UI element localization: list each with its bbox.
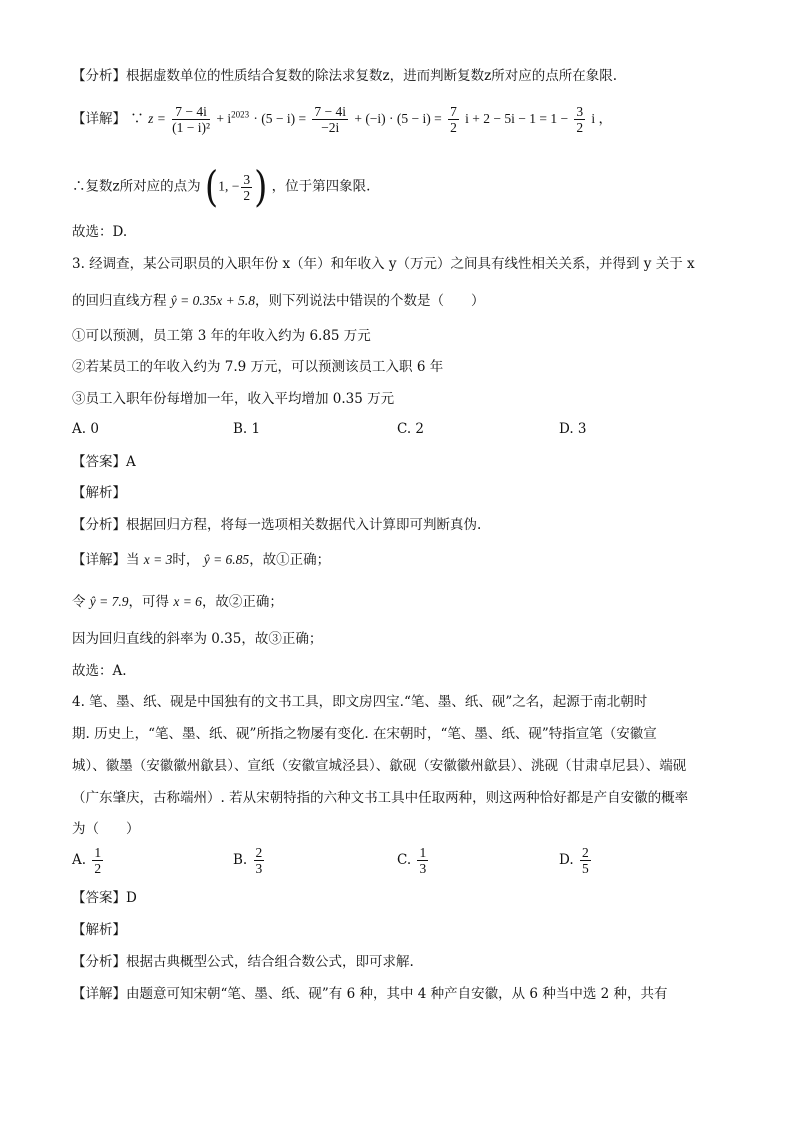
- p2-analysis-text: 根据虚数单位的性质结合复数的除法求复数z，进而判断复数z所对应的点所在象限.: [126, 68, 618, 84]
- p3-option-a: A. 0: [72, 421, 99, 437]
- because-symbol: ∵: [130, 111, 144, 127]
- p3-detail-2: 令 ŷ = 7.9，可得 x = 6，故②正确；: [72, 594, 283, 610]
- plus-i: + i: [216, 111, 232, 126]
- p2-analysis-line: [72, 66, 617, 86]
- p2-choose: 故选：D.: [72, 224, 128, 240]
- p4-question-line3: 城）、徽墨（安徽徽州歙县）、宣纸（安徽宣城泾县）、歙砚（安徽徽州歙县）、洮砚（甘肃卓尼县）、端砚: [72, 758, 687, 774]
- p2-detail-line: [72, 104, 612, 135]
- p3-jiexi: 【解析】: [72, 485, 126, 501]
- p3-analysis: 【分析】根据回归方程，将每一选项相关数据代入计算即可判断真伪.: [72, 517, 482, 533]
- p4-analysis: 【分析】根据古典概型公式，结合组合数公式，即可求解.: [72, 954, 414, 970]
- tail-term: i ，: [591, 111, 613, 126]
- point-a: 1, −: [218, 178, 240, 194]
- p3-option-d: D. 3: [559, 421, 587, 437]
- p3-answer: 【答案】A: [72, 454, 136, 470]
- fraction-a: $\frac{7 - 4i}{\text{(1 − i)²}}$: [172, 104, 211, 135]
- p4-option-a: A. $\frac{1}{2}$: [72, 845, 102, 876]
- p4-option-d: D. $\frac{2}{5}$: [559, 845, 589, 876]
- fraction-d: $\frac{3}{2}$: [576, 104, 584, 135]
- fraction-c: $\frac{7}{2}$: [450, 104, 457, 135]
- p4-option-b: B. $\frac{2}{3}$: [233, 845, 263, 876]
- regression-equation: ŷ = 0.35x + 5.8: [170, 293, 256, 308]
- eq-z: z =: [148, 111, 166, 126]
- middle-term-2: i + 2 − 5i − 1 = 1 −: [465, 111, 569, 126]
- p4-jiexi: 【解析】: [72, 922, 126, 938]
- p4-question-line5: 为（ ）: [72, 821, 140, 837]
- p3-statement-3: ③员工入职年份每增加一年，收入平均增加 0.35 万元: [72, 391, 395, 407]
- p2-point-line: ∴复数z所对应的点为 (1, − $\frac{3}{2}$ ) ，位于第四象限.: [72, 162, 371, 212]
- fraction-b: $\frac{7 - 4i}{-2i}$: [314, 104, 347, 135]
- times-term: · (5 − i) =: [253, 111, 307, 126]
- p3-statement-1: ①可以预测，员工第 3 年的年收入约为 6.85 万元: [72, 328, 371, 344]
- p3-choose: 故选：A.: [72, 663, 127, 679]
- p3-detail-3: 因为回归直线的斜率为 0.35，故③正确；: [72, 631, 323, 647]
- point-fraction: $\frac{3}{2}$: [243, 171, 251, 203]
- p4-answer: 【答案】D: [72, 890, 137, 906]
- p4-question-line4: （广东肇庆，古称端州）. 若从宋朝特指的六种文书工具中任取两种，则这两种恰好都是产自安徽的概率: [72, 790, 689, 806]
- p2-detail-tag: 【详解】: [72, 111, 126, 127]
- p2-analysis-tag: 【分析】: [72, 68, 126, 84]
- therefore-post: ，位于第四象限.: [271, 178, 371, 195]
- therefore-pre: ∴复数z所对应的点为: [72, 178, 201, 195]
- p4-detail: 【详解】由题意可知宋朝“笔、墨、纸、砚”有 6 种，其中 4 种产自安徽，从 6 种当中选 2 种，共有: [72, 986, 668, 1002]
- exponent: 2023: [231, 109, 250, 120]
- p4-question-line1: 4. 笔、墨、纸、砚是中国独有的文书工具，即文房四宝.“笔、墨、纸、砚”之名，起源于南北朝时: [72, 694, 648, 710]
- middle-term: + (−i) · (5 − i) =: [354, 111, 442, 126]
- p4-option-c: C. $\frac{1}{3}$: [397, 845, 427, 876]
- p3-option-c: C. 2: [397, 421, 425, 437]
- p3-statement-2: ②若某员工的年收入约为 7.9 万元，可以预测该员工入职 6 年: [72, 359, 444, 375]
- p3-question-line1: 3. 经调查，某公司职员的入职年份 x（年）和年收入 y（万元）之间具有线性相关关系，并得到 y 关于 x: [72, 256, 695, 272]
- p4-question-line2: 期. 历史上，“笔、墨、纸、砚”所指之物屡有变化. 在宋朝时，“笔、墨、纸、砚”特指宣笔（安徽宣: [72, 726, 657, 742]
- p3-question-line2: 的回归直线方程 ŷ = 0.35x + 5.8，则下列说法中错误的个数是（ ）: [72, 293, 485, 309]
- p3-option-b: B. 1: [233, 421, 261, 437]
- p3-detail-1: 【详解】当 x = 3时， ŷ = 6.85，故①正确；: [72, 552, 331, 568]
